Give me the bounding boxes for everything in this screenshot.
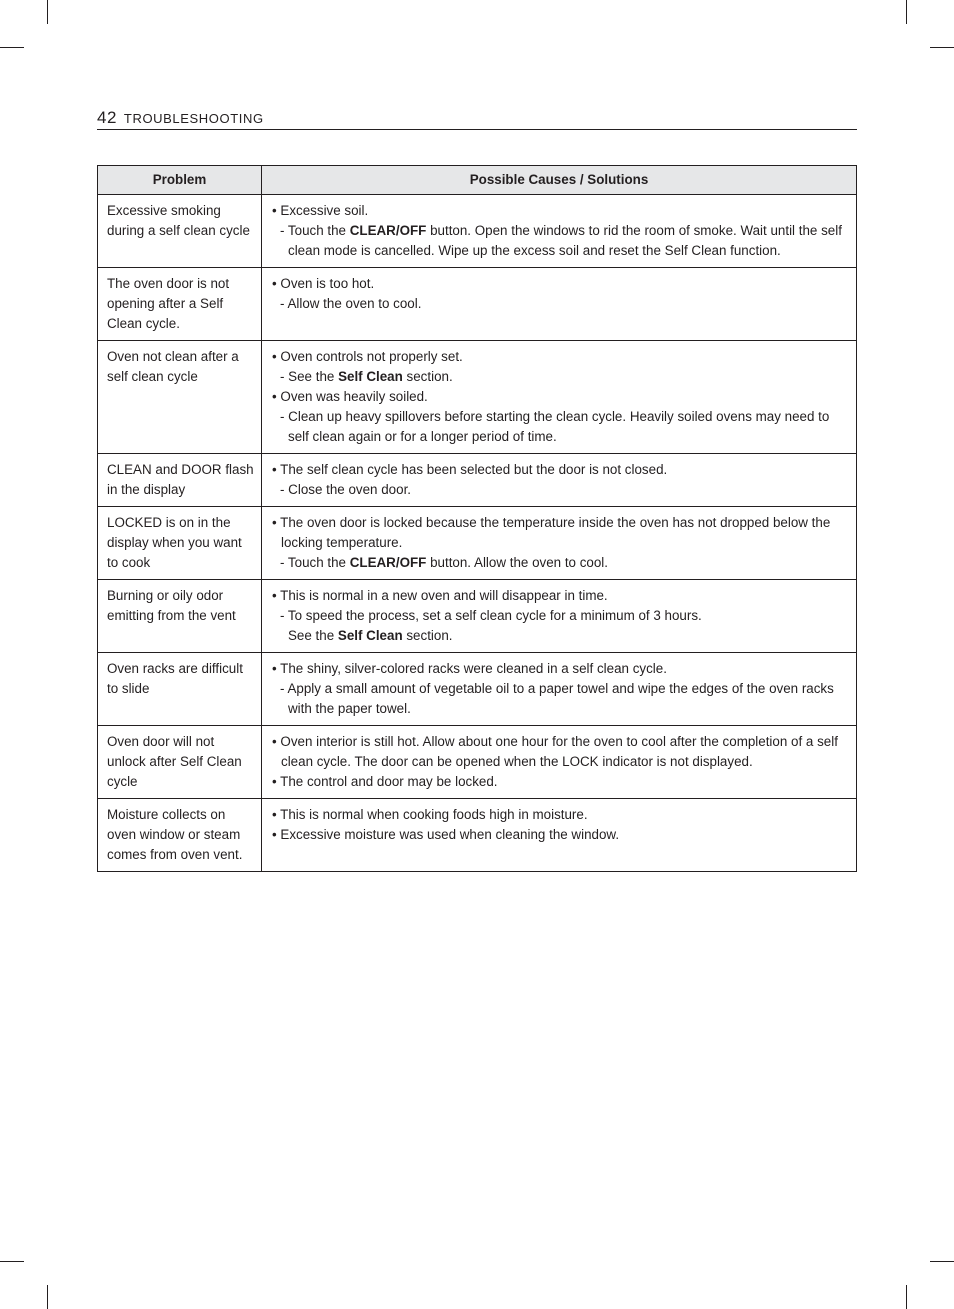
problem-cell: Burning or oily odor emitting from the vent — [98, 580, 262, 653]
solution-cell — [262, 653, 857, 726]
crop-mark — [47, 1285, 48, 1309]
page-number: 42 — [97, 108, 117, 127]
table-row — [98, 454, 857, 507]
table-row — [98, 726, 857, 799]
solution-line — [271, 367, 850, 387]
solution-text: • Oven was heavily soiled. — [272, 389, 428, 404]
solution-text: • The self clean cycle has been selected but the door is not closed. — [272, 462, 668, 477]
solution-text: section. — [402, 369, 453, 384]
column-header-problem: Problem — [98, 166, 262, 195]
solution-line — [271, 294, 850, 314]
bold-term: CLEAR/OFF — [349, 555, 427, 570]
problem-cell: Oven racks are difficult to slide — [98, 653, 262, 726]
solution-line — [271, 221, 850, 261]
solution-text: - Touch the — [280, 223, 350, 238]
solution-line — [271, 772, 850, 792]
crop-mark — [906, 1285, 907, 1309]
problem-cell: CLEAN and DOOR flash in the display — [98, 454, 262, 507]
table-row — [98, 268, 857, 341]
solution-text: • This is normal when cooking foods high in moisture. — [272, 807, 588, 822]
table-row — [98, 799, 857, 872]
solution-text: • The oven door is locked because the temperature inside the oven has not dropped below the locking temperature. — [272, 515, 831, 550]
bold-term: Self Clean — [337, 628, 403, 643]
solution-text: button. Allow the oven to cool. — [426, 555, 608, 570]
solution-line — [271, 274, 850, 294]
solution-text: • The shiny, silver-colored racks were cleaned in a self clean cycle. — [272, 661, 667, 676]
solution-line — [271, 586, 850, 606]
solution-text: • Oven is too hot. — [272, 276, 375, 291]
solution-text: See the — [288, 628, 338, 643]
problem-cell: Moisture collects on oven window or steam comes from oven vent. — [98, 799, 262, 872]
solution-line — [271, 732, 850, 772]
problem-cell: Oven not clean after a self clean cycle — [98, 341, 262, 454]
solution-text: - Touch the — [280, 555, 350, 570]
bold-term: CLEAR/OFF — [349, 223, 427, 238]
table-row — [98, 653, 857, 726]
table-header-row — [98, 166, 857, 195]
solution-text: • Excessive moisture was used when cleaning the window. — [272, 827, 620, 842]
solution-line — [271, 407, 850, 447]
problem-cell: Excessive smoking during a self clean cycle — [98, 195, 262, 268]
section-title: TROUBLESHOOTING — [123, 111, 264, 126]
solution-line — [271, 805, 850, 825]
solution-cell — [262, 799, 857, 872]
solution-text: - Clean up heavy spillovers before starting the clean cycle. Heavily soiled ovens may need to self clean again or for a longer period of time. — [280, 409, 830, 444]
solution-line — [271, 201, 850, 221]
solution-text: - Close the oven door. — [280, 482, 412, 497]
solution-text: • This is normal in a new oven and will disappear in time. — [272, 588, 608, 603]
solution-line — [271, 513, 850, 553]
solution-text: - See the — [280, 369, 339, 384]
troubleshooting-table — [97, 165, 857, 872]
solution-text: - To speed the process, set a self clean cycle for a minimum of 3 hours. — [280, 608, 702, 623]
solution-text: • The control and door may be locked. — [272, 774, 498, 789]
solution-cell — [262, 195, 857, 268]
solution-text: • Oven controls not properly set. — [272, 349, 463, 364]
solution-text: button. Open the windows to rid the room of smoke. Wait until the self clean mode is cancelled. Wipe up the excess soil and reset the Self Clean function. — [288, 223, 842, 258]
crop-mark — [0, 1261, 24, 1262]
solution-cell — [262, 341, 857, 454]
table-row — [98, 580, 857, 653]
table-row — [98, 341, 857, 454]
solution-line — [271, 606, 850, 626]
solution-line — [271, 387, 850, 407]
table-row — [98, 507, 857, 580]
problem-cell: Oven door will not unlock after Self Clean cycle — [98, 726, 262, 799]
solution-cell — [262, 726, 857, 799]
problem-cell: The oven door is not opening after a Self Clean cycle. — [98, 268, 262, 341]
crop-mark — [930, 1261, 954, 1262]
solution-cell — [262, 454, 857, 507]
solution-text: - Allow the oven to cool. — [280, 296, 422, 311]
solution-text: section. — [402, 628, 453, 643]
solution-text: - Apply a small amount of vegetable oil to a paper towel and wipe the edges of the oven racks with the paper towel. — [280, 681, 834, 716]
crop-mark — [47, 0, 48, 24]
solution-cell — [262, 507, 857, 580]
bold-term: Self Clean — [338, 369, 403, 384]
solution-line — [271, 659, 850, 679]
solution-line — [271, 460, 850, 480]
crop-mark — [930, 47, 954, 48]
crop-mark — [906, 0, 907, 24]
solution-cell — [262, 580, 857, 653]
solution-line — [271, 626, 850, 646]
table-row — [98, 195, 857, 268]
solution-cell — [262, 268, 857, 341]
problem-cell: LOCKED is on in the display when you want to cook — [98, 507, 262, 580]
page-header — [97, 108, 857, 130]
solution-text: • Excessive soil. — [272, 203, 369, 218]
solution-line — [271, 480, 850, 500]
solution-line — [271, 347, 850, 367]
column-header-solutions: Possible Causes / Solutions — [262, 166, 857, 195]
solution-line — [271, 553, 850, 573]
solution-line — [271, 679, 850, 719]
solution-line — [271, 825, 850, 845]
crop-mark — [0, 47, 24, 48]
solution-text: • Oven interior is still hot. Allow about one hour for the oven to cool after the completion of a self clean cycle. The door can be opened when the LOCK indicator is not displayed. — [272, 734, 838, 769]
